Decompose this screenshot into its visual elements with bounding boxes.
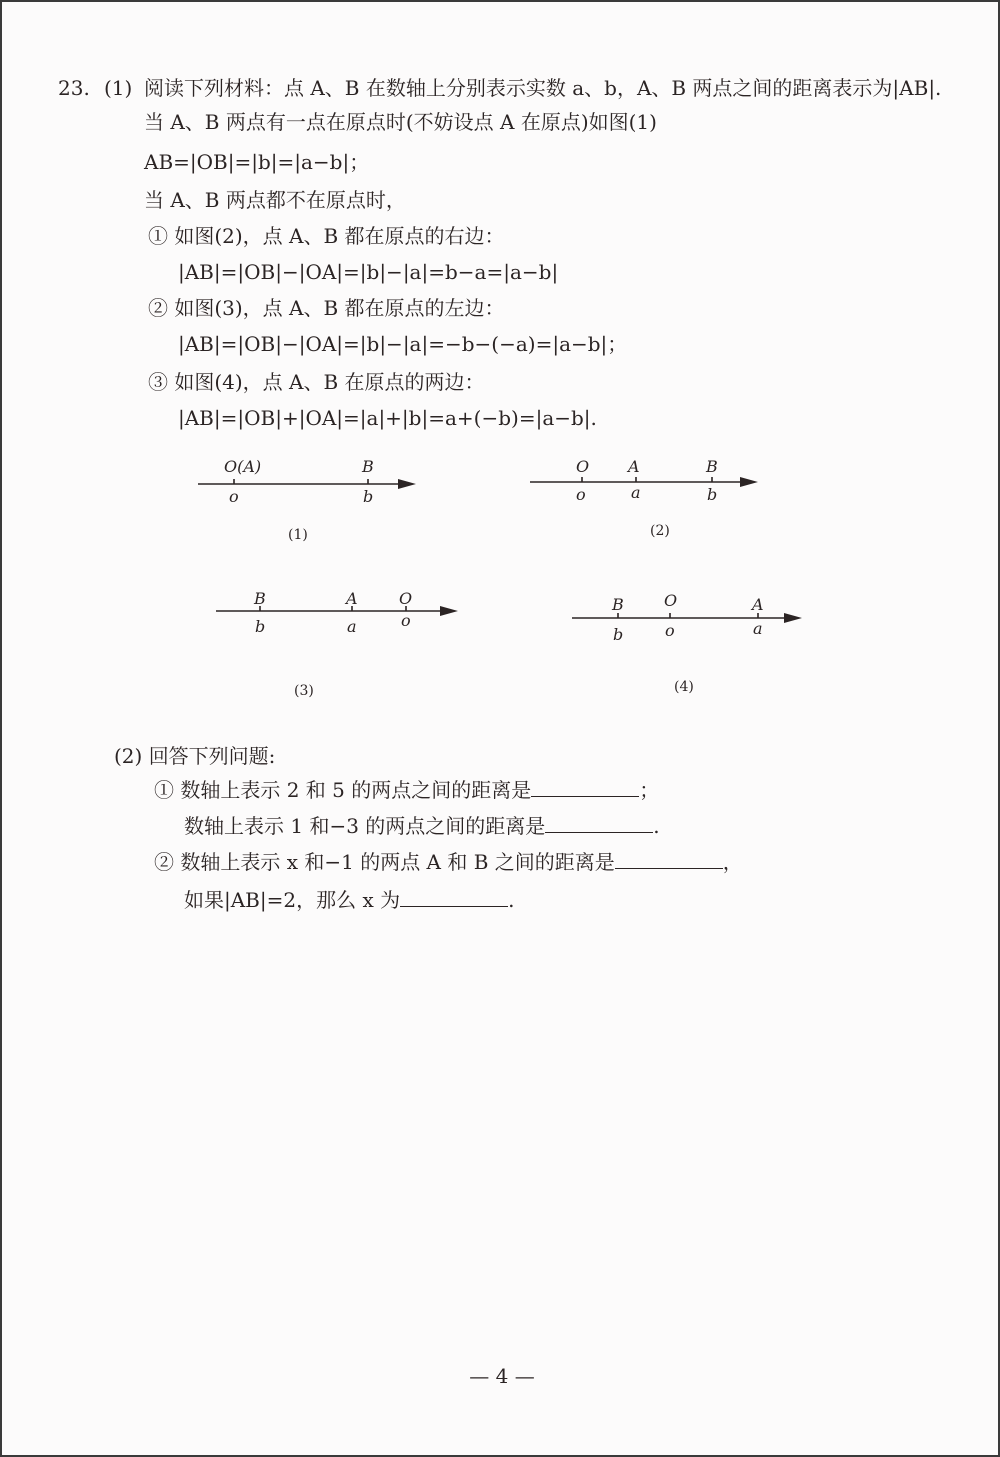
- case-1-formula: |AB|=|OB|−|OA|=|b|−|a|=b−a=|a−b|: [178, 260, 559, 284]
- number-line-figure-4: [562, 582, 822, 712]
- fig4-label-a: a: [753, 619, 763, 638]
- fig2-label-O: O: [576, 457, 590, 476]
- material-line-4: 当 A、B 两点都不在原点时，: [144, 188, 406, 212]
- case-1-heading: ① 如图(2)，点 A、B 都在原点的右边：: [148, 224, 505, 248]
- answer-blank-2b[interactable]: [400, 888, 508, 907]
- fig2-label-b: b: [707, 485, 718, 504]
- question-2a-end: ，: [722, 850, 743, 874]
- part1-label: (1): [104, 76, 133, 100]
- fig2-label-o: o: [576, 485, 586, 504]
- number-line-figure-3: [202, 582, 482, 712]
- answer-blank-1a[interactable]: [531, 778, 639, 797]
- fig2-label-A: A: [628, 457, 640, 476]
- material-line-1: 阅读下列材料：点 A、B 在数轴上分别表示实数 a、b，A、B 两点之间的距离表示为|AB|.: [144, 76, 942, 100]
- page-number: — 4 —: [469, 1364, 535, 1388]
- fig1-label-b: b: [363, 487, 374, 506]
- question-2b: [184, 886, 514, 914]
- question-2b-text: 如果|AB|=2，那么 x 为: [184, 888, 401, 912]
- fig1-label-origin-a: O(A): [224, 457, 262, 476]
- number-line-figure-1: [182, 452, 442, 552]
- fig3-label-o: o: [401, 611, 411, 630]
- part2-heading: (2) 回答下列问题:: [114, 744, 276, 768]
- question-1a-text: ① 数轴上表示 2 和 5 的两点之间的距离是: [154, 778, 532, 802]
- case-2-heading: ② 如图(3)，点 A、B 都在原点的左边：: [148, 296, 505, 320]
- material-line-2: 当 A、B 两点有一点在原点时(不妨设点 A 在原点)如图(1): [144, 110, 657, 134]
- fig2-caption: (2): [650, 523, 670, 539]
- fig4-label-o: o: [665, 621, 675, 640]
- fig3-caption: (3): [294, 683, 314, 699]
- question-1a-end: ；: [639, 778, 660, 802]
- problem-number: 23.: [58, 76, 90, 100]
- answer-blank-2a[interactable]: [615, 850, 723, 869]
- fig4-caption: (4): [674, 679, 694, 695]
- fig2-label-B: B: [706, 457, 718, 476]
- fig4-label-A: A: [752, 595, 764, 614]
- question-2a-text: ② 数轴上表示 x 和−1 的两点 A 和 B 之间的距离是: [154, 850, 615, 874]
- answer-blank-1b[interactable]: [545, 814, 653, 833]
- fig4-label-O: O: [664, 591, 678, 610]
- case-2-formula: |AB|=|OB|−|OA|=|b|−|a|=−b−(−a)=|a−b|；: [178, 332, 628, 356]
- fig4-label-b: b: [613, 625, 624, 644]
- fig1-label-b-upper: B: [362, 457, 374, 476]
- question-1b: [184, 812, 660, 840]
- fig4-label-B: B: [612, 595, 624, 614]
- fig3-label-A: A: [346, 589, 358, 608]
- fig3-label-O: O: [399, 589, 413, 608]
- fig3-label-b: b: [255, 617, 266, 636]
- question-1b-text: 数轴上表示 1 和−3 的两点之间的距离是: [184, 814, 546, 838]
- case-3-heading: ③ 如图(4)，点 A、B 在原点的两边：: [148, 370, 485, 394]
- fig3-label-B: B: [254, 589, 266, 608]
- question-2b-end: .: [508, 888, 515, 912]
- question-1a: [154, 776, 659, 804]
- fig1-caption: (1): [288, 527, 308, 543]
- number-line-figure-2: [522, 452, 782, 552]
- fig1-label-o: o: [229, 487, 239, 506]
- question-2a: [154, 848, 743, 876]
- question-1b-end: .: [653, 814, 660, 838]
- material-line-3: AB=|OB|=|b|=|a−b|；: [144, 150, 370, 174]
- fig3-label-a: a: [347, 617, 357, 636]
- fig2-label-a: a: [631, 483, 641, 502]
- case-3-formula: |AB|=|OB|+|OA|=|a|+|b|=a+(−b)=|a−b|.: [178, 406, 597, 430]
